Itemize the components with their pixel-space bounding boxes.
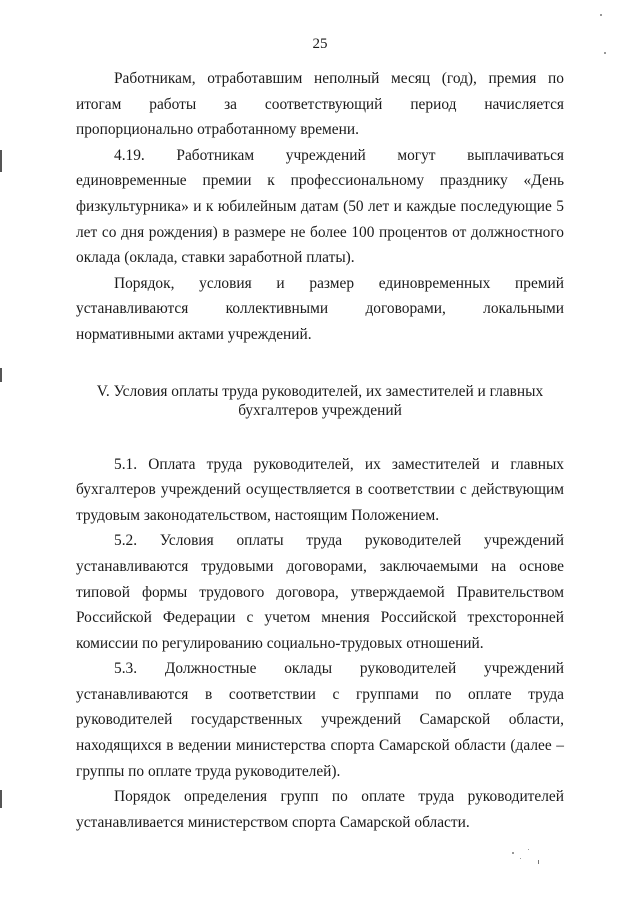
section-heading [76, 382, 564, 420]
paragraph-4-19: 4.19. Работникам учреждений могут выплачиваться единовременные премии к профессиональному празднику «День физкультурника» и к юбилейным датам (50 лет и каждые последующие 5 лет со дня рождения) в размере не более 100 процентов от должностного оклада (оклада, ставки заработной платы). [76, 146, 564, 267]
scan-edge-mark-bottom [0, 790, 2, 808]
paragraph-group-procedure: Порядок определения групп по оплате труда руководителей устанавливается министерством спорта Самарской области. [76, 788, 564, 831]
scan-edge-mark-middle [0, 368, 2, 382]
scan-edge-mark-top [0, 150, 2, 172]
scan-speck [512, 852, 514, 854]
section-heading-line-2: бухгалтеров учреждений [238, 401, 402, 419]
scan-speck [600, 14, 602, 16]
scan-speck [520, 858, 521, 859]
page-number: 25 [312, 36, 328, 52]
scan-speck [538, 860, 539, 864]
section-heading-line-1: V. Условия оплаты труда руководителей, их заместителей и главных [96, 382, 544, 400]
scan-speck [604, 52, 606, 54]
scan-speck [528, 849, 529, 850]
paragraph-5-3: 5.3. Должностные оклады руководителей учреждений устанавливаются в соответствии с группами по оплате труда руководителей государственных учреждений Самарской области, находящихся в ведении министерства спорта Самарской области (далее – группы по оплате труда руководителей). [76, 660, 564, 780]
paragraph-bonus-procedure: Порядок, условия и размер единовременных премий устанавливаются коллективными договорами, локальными нормативными актами учреждений. [76, 274, 564, 343]
document-body [76, 66, 564, 835]
paragraph-partial-month-bonus: Работникам, отработавшим неполный месяц (год), премия по итогам работы за соответствующий период начисляется пропорционально отработанному времени. [76, 70, 564, 139]
paragraph-5-2: 5.2. Условия оплаты труда руководителей учреждений устанавливаются трудовыми договорами, заключаемыми на основе типовой формы трудового договора, утверждаемой Правительством Российской Федерации с учетом мнения Российской трехсторонней комиссии по регулированию социально-трудовых отношений. [76, 532, 564, 652]
paragraph-5-1: 5.1. Оплата труда руководителей, их заместителей и главных бухгалтеров учреждений осуществляется в соответствии с действующим трудовым законодательством, настоящим Положением. [76, 455, 564, 524]
